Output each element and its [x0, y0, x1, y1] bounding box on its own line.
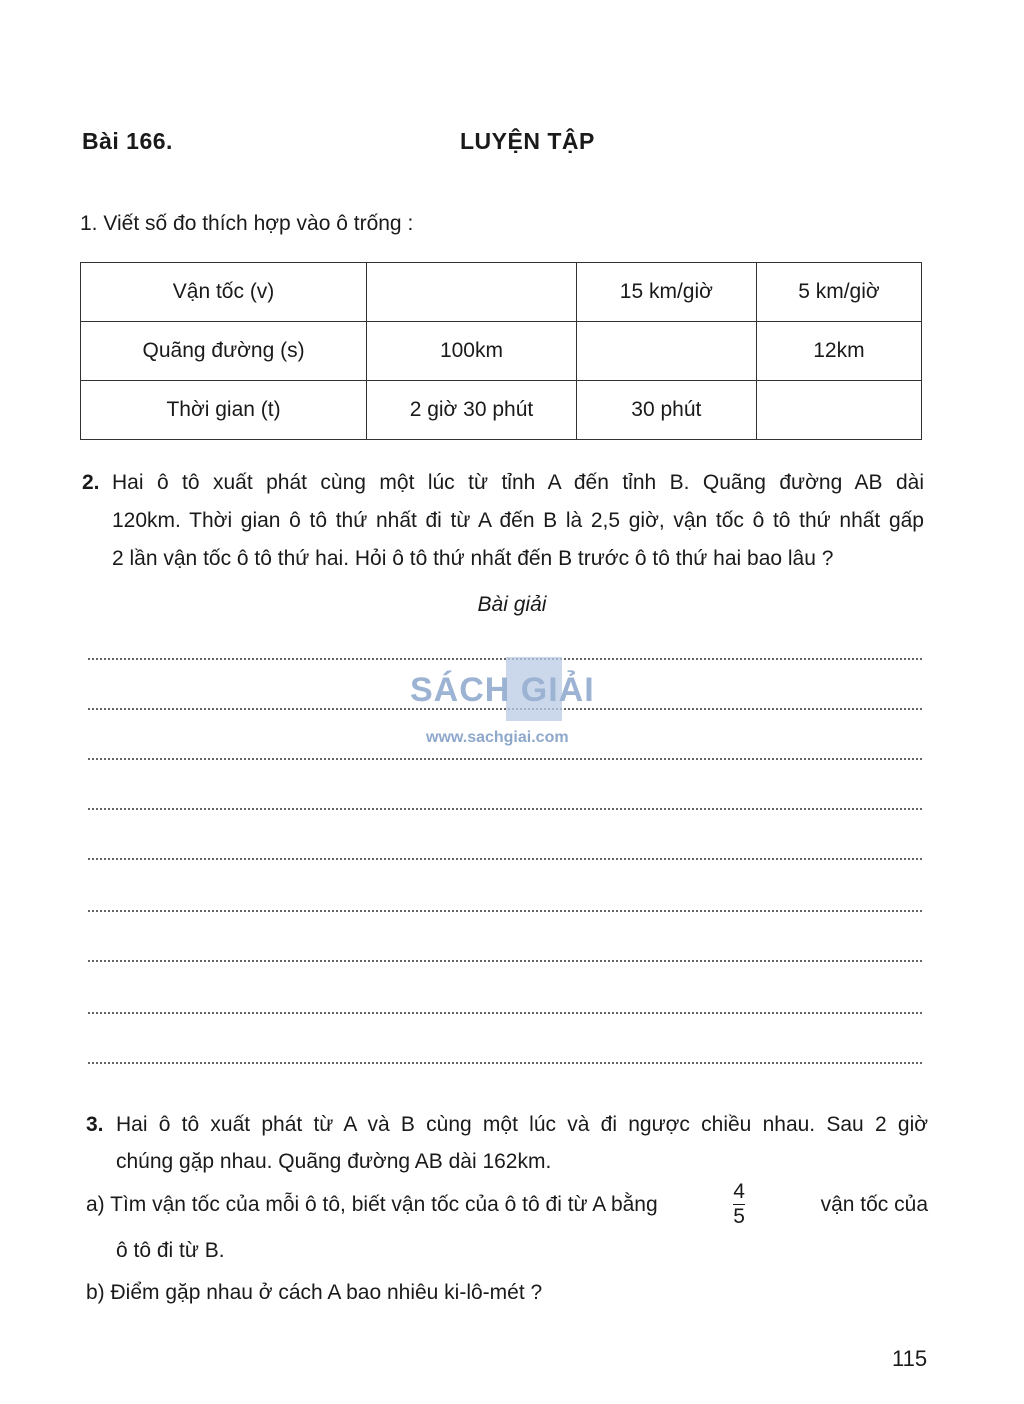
fraction-denominator: 5: [733, 1205, 745, 1228]
table-row-distance: [81, 322, 922, 381]
question-3a: [86, 1180, 928, 1229]
table-cell: 2 giờ 30 phút: [367, 381, 577, 440]
table-row-speed: [81, 263, 922, 322]
question-3b: b) Điểm gặp nhau ở cách A bao nhiêu ki-lô-mét ?: [86, 1281, 543, 1304]
question-1-prompt: [80, 205, 413, 243]
answer-line[interactable]: [88, 1062, 922, 1064]
question-2-line-1: Hai ô tô xuất phát cùng một lúc từ tỉnh A đến tỉnh B. Quãng đường AB dài: [112, 471, 924, 494]
question-2-line-2: 120km. Thời gian ô tô thứ nhất đi từ A đến B là 2,5 giờ, vận tốc ô tô thứ nhất gấp: [112, 509, 924, 532]
answer-line[interactable]: [88, 808, 922, 810]
table-cell: 30 phút: [576, 381, 756, 440]
table-cell: 100km: [367, 322, 577, 381]
speed-distance-time-table: [80, 262, 922, 440]
question-3-line-2: chúng gặp nhau. Quãng đường AB dài 162km.: [116, 1150, 552, 1173]
lesson-number: Bài 166.: [82, 128, 173, 154]
table-cell: 5 km/giờ: [756, 263, 921, 322]
question-2-number: 2.: [82, 471, 100, 494]
question-3a-line-2: ô tô đi từ B.: [116, 1239, 225, 1262]
question-3a-text: a) Tìm vận tốc của mỗi ô tô, biết vận tốc của ô tô đi từ A bằng: [86, 1192, 658, 1216]
table-cell[interactable]: [756, 381, 921, 440]
table-cell[interactable]: [576, 322, 756, 381]
table-cell[interactable]: [367, 263, 577, 322]
question-3-line-1: Hai ô tô xuất phát từ A và B cùng một lúc và đi ngược chiều nhau. Sau 2 giờ: [116, 1113, 928, 1136]
page-number: 115: [892, 1346, 928, 1371]
lesson-title: LUYỆN TẬP: [460, 128, 595, 154]
question-1-number: 1.: [80, 212, 98, 235]
answer-line[interactable]: [88, 960, 922, 962]
watermark: [410, 655, 630, 765]
table-row-time: [81, 381, 922, 440]
watermark-brand: SÁCH GIẢI: [410, 671, 595, 709]
question-2-line-3: 2 lần vận tốc ô tô thứ hai. Hỏi ô tô thứ nhất đến B trước ô tô thứ hai bao lâu ?: [112, 547, 834, 570]
question-3-number: 3.: [86, 1113, 104, 1136]
question-1-text: Viết số đo thích hợp vào ô trống :: [103, 212, 414, 235]
solution-heading: Bài giải: [477, 593, 547, 616]
fraction-four-fifths: [733, 1180, 745, 1229]
question-3a-suffix: vận tốc của: [820, 1192, 928, 1216]
row-label-distance: Quãng đường (s): [81, 322, 367, 381]
watermark-url: www.sachgiai.com: [426, 729, 569, 746]
answer-line[interactable]: [88, 910, 922, 912]
fraction-numerator: 4: [733, 1180, 745, 1203]
row-label-speed: Vận tốc (v): [81, 263, 367, 322]
table-cell: 12km: [756, 322, 921, 381]
table-cell: 15 km/giờ: [576, 263, 756, 322]
answer-line[interactable]: [88, 858, 922, 860]
row-label-time: Thời gian (t): [81, 381, 367, 440]
answer-line[interactable]: [88, 1012, 922, 1014]
